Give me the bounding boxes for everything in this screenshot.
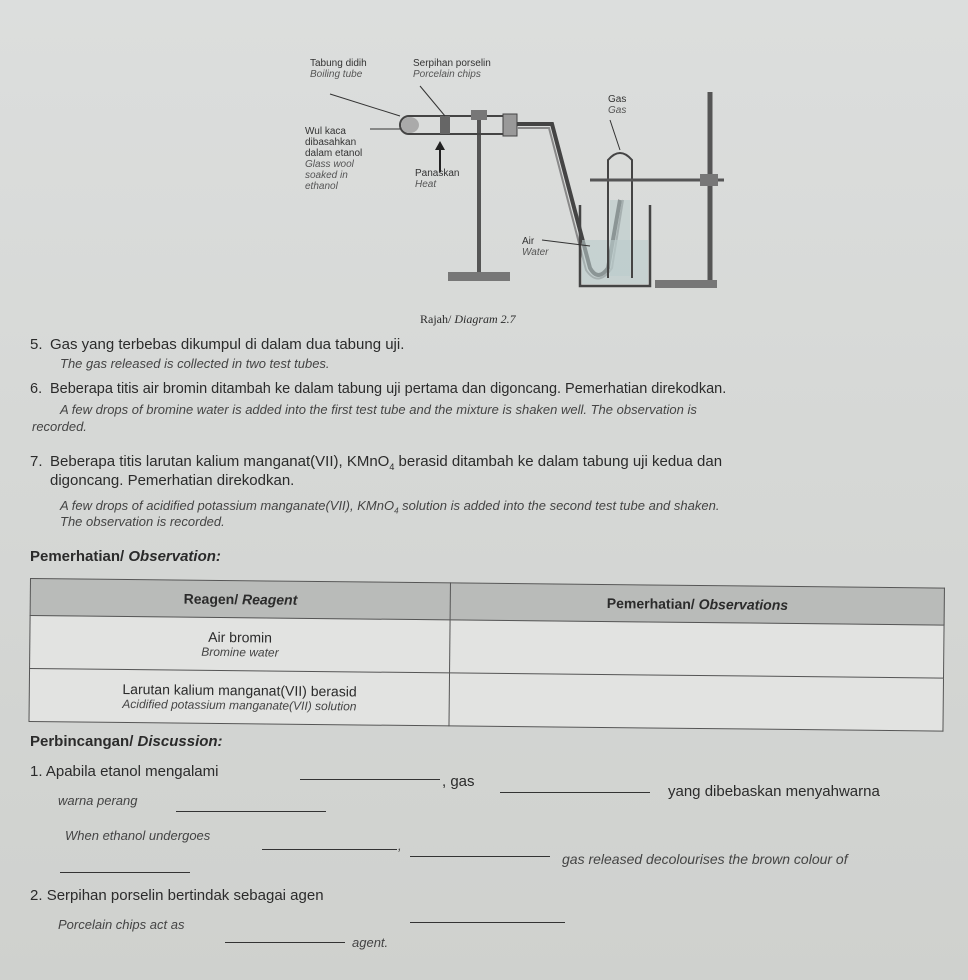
step-7-line-2: digoncang. Pemerhatian direkodkan. [50, 472, 295, 489]
observation-title: Pemerhatian/ Observation: [30, 548, 221, 565]
label-porcelain-chips: Serpihan porselin Porcelain chips [413, 58, 491, 80]
question-2-ms: 2. Serpihan porselin bertindak sebagai agen [30, 887, 324, 904]
label-gas: Gas Gas [608, 94, 627, 116]
answer-blank-1f[interactable] [60, 858, 190, 873]
stopper [503, 114, 517, 136]
question-1-en-c: gas released decolourises the brown colour of [562, 851, 848, 867]
apparatus-diagram [290, 50, 740, 300]
step-6-en-2: recorded. [32, 419, 87, 434]
reagent-cell: Air bromin Bromine water [30, 616, 451, 673]
diagram-caption: Rajah/ Diagram 2.7 [420, 312, 516, 326]
answer-blank-1c[interactable] [176, 797, 326, 812]
label-boiling-tube: Tabung didih Boiling tube [310, 58, 367, 80]
question-1-en-comma: , [398, 838, 402, 853]
step-6-en-1: A few drops of bromine water is added into the first test tube and the mixture is shaken well. The observation is [60, 402, 697, 417]
table-row [29, 669, 944, 732]
question-2-en-a: Porcelain chips act as [58, 917, 185, 932]
heat-arrowhead [435, 141, 445, 150]
question-1-ms-c: yang dibebaskan menyahwarna [668, 783, 880, 800]
step-7: 7. Beberapa titis larutan kalium manganat(VII), KMnO$_4$ berasid ditambah ke dalam tabung uji kedua dan [30, 453, 723, 472]
label-heat: Panaskan Heat [415, 168, 460, 190]
question-2-en-b: agent. [352, 935, 389, 950]
leader-gas [610, 120, 620, 150]
retort-stand-base-right [655, 280, 717, 288]
table-row [30, 616, 945, 679]
glass-wool [401, 117, 419, 133]
discussion-title: Perbincangan/ Discussion: [30, 733, 223, 750]
step-7-en-1: A few drops of acidified potassium manganate(VII), KMnO$_4$ solution is added into the second test tube and shaken. [60, 498, 720, 516]
step-5: 5. Gas yang terbebas dikumpul di dalam dua tabung uji. [30, 336, 405, 353]
boss-head [700, 174, 718, 186]
reagent-header: Reagen/ Reagent [30, 579, 451, 620]
step-6: 6. Beberapa titis air bromin ditambah ke dalam tabung uji pertama dan digoncang. Pemerhatian direkodkan. [30, 381, 727, 397]
step-5-en: The gas released is collected in two test tubes. [60, 356, 330, 371]
retort-stand-base-left [448, 272, 510, 281]
tube-water [610, 200, 630, 276]
answer-blank-2b[interactable] [225, 928, 345, 943]
clamp [471, 110, 487, 120]
answer-blank-1b[interactable] [500, 778, 650, 793]
question-1-en: When ethanol undergoes [65, 828, 211, 843]
leader-porcelain [420, 86, 445, 116]
answer-blank-1e[interactable] [410, 842, 550, 857]
observation-answer-cell[interactable] [449, 673, 943, 731]
label-glass-wool: Wul kaca dibasahkan dalam etanol Glass wool soaked in ethanol [305, 126, 363, 192]
step-7-en-2: The observation is recorded. [60, 514, 225, 529]
question-1-ms-d: warna perang [58, 793, 138, 808]
question-1-ms: 1. Apabila etanol mengalami [30, 763, 219, 780]
answer-blank-1d[interactable] [262, 835, 397, 850]
observation-answer-cell[interactable] [450, 620, 944, 678]
question-1-ms-gas: , gas [442, 773, 475, 790]
reagent-cell: Larutan kalium manganat(VII) berasid Acidified potassium manganate(VII) solution [29, 669, 450, 726]
porcelain-chips [440, 116, 450, 134]
answer-blank-1a[interactable] [300, 765, 440, 780]
label-water: Air Water [522, 236, 549, 258]
observations-header: Pemerhatian/ Observations [451, 583, 945, 625]
observation-table [28, 578, 944, 732]
leader-boiling-tube [330, 94, 400, 116]
answer-blank-2a[interactable] [410, 908, 565, 923]
